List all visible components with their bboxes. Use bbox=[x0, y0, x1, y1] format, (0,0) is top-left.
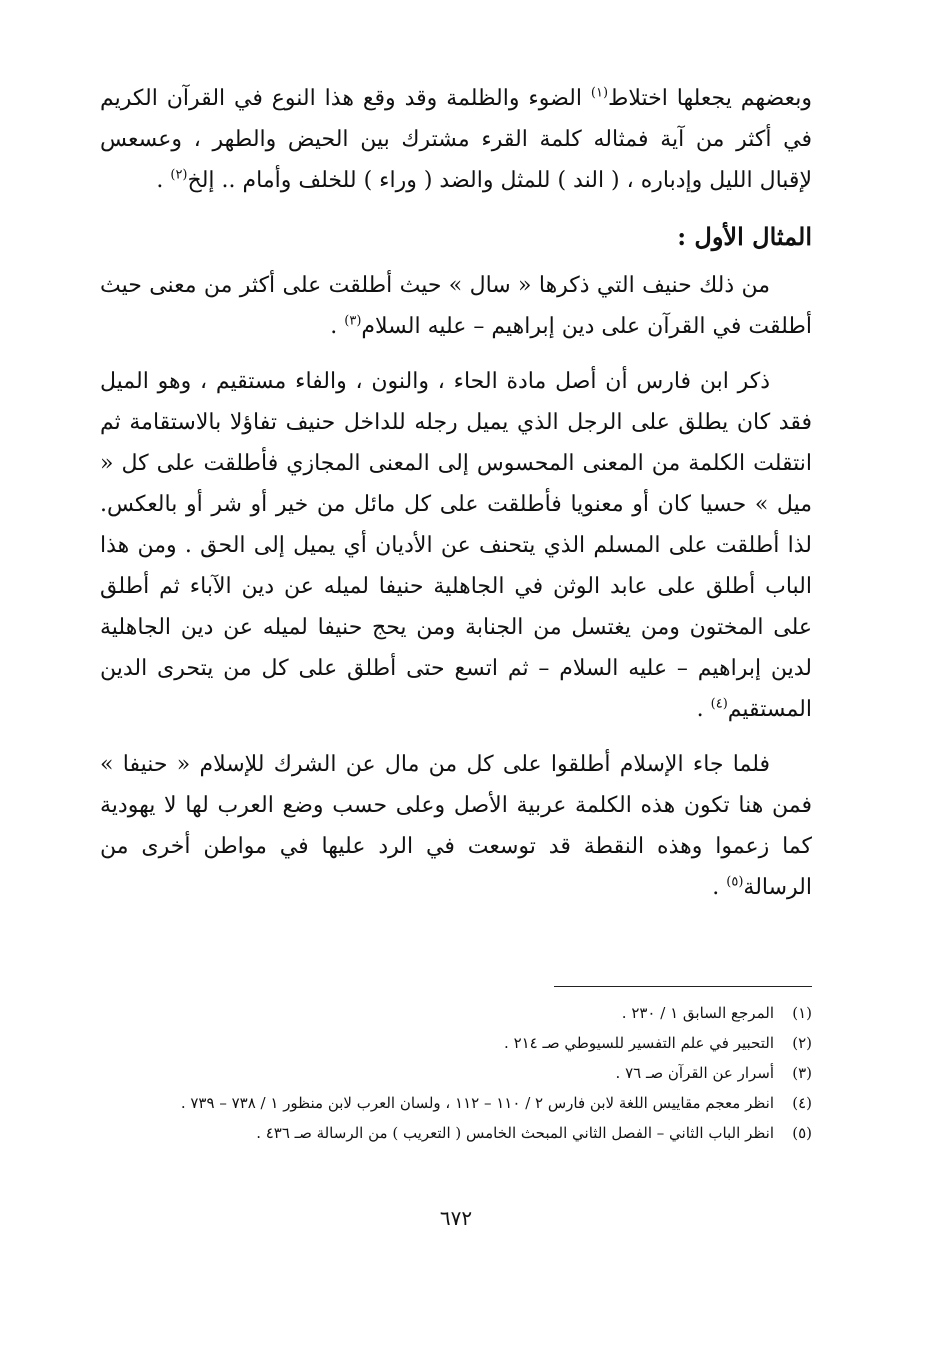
intro-text-2: الضوء والظلمة وقد وقع هذا النوع في القرآن الكريم في أكثر من آية فمثاله كلمة القرء مشترك بين الحيض والطهر ، وعسعس لإقبال الليل وإدباره ، ( الند ) للمثل والضد ( وراء ) للخلف وأمام .. إلخ bbox=[100, 86, 812, 193]
footnote-item bbox=[100, 1028, 812, 1058]
footnote-item bbox=[100, 1088, 812, 1118]
paragraph-3 bbox=[100, 744, 812, 908]
footnote-item bbox=[100, 998, 812, 1028]
intro-paragraph bbox=[100, 78, 812, 201]
intro-text-3: . bbox=[156, 168, 171, 193]
paragraph-2-end: . bbox=[696, 697, 711, 722]
footnote-number: (٢) bbox=[792, 1034, 812, 1052]
footnote-ref-3[interactable]: (٣) bbox=[344, 313, 362, 329]
paragraph-1-end: . bbox=[330, 314, 345, 339]
paragraph-3-end: . bbox=[712, 875, 727, 900]
footnotes-list bbox=[100, 998, 812, 1148]
footnote-number: (٥) bbox=[792, 1124, 812, 1142]
footnote-text: انظر معجم مقاييس اللغة لابن فارس ٢ / ١١٠ – ١١٢ ، ولسان العرب لابن منظور ١ / ٧٣٨ – ٧٣٩ . bbox=[180, 1094, 774, 1112]
section-heading: المثال الأول : bbox=[677, 222, 812, 251]
footnote-item bbox=[100, 1118, 812, 1148]
footnote-number: (١) bbox=[792, 1004, 812, 1022]
paragraph-2 bbox=[100, 361, 812, 730]
footnote-ref-4[interactable]: (٤) bbox=[710, 696, 728, 712]
footnote-text: التحبير في علم التفسير للسيوطي صـ ٢١٤ . bbox=[504, 1034, 774, 1052]
paragraph-1-text: من ذلك حنيف التي ذكرها « سال » حيث أطلقت على أكثر من معنى حيث أطلقت في القرآن على دين إبراهيم – عليه السلام bbox=[100, 273, 812, 339]
paragraph-2-text: ذكر ابن فارس أن أصل مادة الحاء ، والنون ، والفاء مستقيم ، وهو الميل فقد كان يطلق على الرجل الذي يميل رجله للداخل حنيف تفاؤلا بالاستقامة ثم انتقلت الكلمة من المعنى المحسوس إلى المعنى المجازي فأطلقت على كل « ميل » حسيا كان أو معنويا فأطلقت على كل مائل من خير أو شر أو بالعكس. لذا أطلقت على المسلم الذي يتحنف عن الأديان أي يميل إلى الحق . ومن هذا الباب أطلق على عابد الوثن في الجاهلية حنيفا لميله عن دين الآباء ثم أطلق على المختون ومن يغتسل من الجنابة ومن يحج حنيفا لميله عن دين الجاهلية لدين إبراهيم – عليه السلام – ثم اتسع حتى أطلق على كل من يتحرى الدين المستقيم bbox=[100, 369, 812, 722]
footnote-ref-5[interactable]: (٥) bbox=[726, 874, 744, 890]
footnote-item bbox=[100, 1058, 812, 1088]
footnote-ref-1[interactable]: (١) bbox=[590, 85, 609, 101]
intro-text-1: وبعضهم يجعلها اختلاط bbox=[608, 86, 812, 111]
paragraph-3-text: فلما جاء الإسلام أطلقوا على كل من مال عن الشرك للإسلام « حنيفا » فمن هنا تكون هذه الكلمة عربية الأصل وعلى حسب وضع العرب لها لا يهودية كما زعموا وهذه النقطة قد توسعت في الرد عليها في مواطن أخرى من الرسالة bbox=[100, 752, 812, 900]
footnote-ref-2[interactable]: (٢) bbox=[170, 167, 188, 183]
footnote-number: (٣) bbox=[792, 1064, 812, 1082]
footnote-number: (٤) bbox=[792, 1094, 812, 1112]
footnote-text: المرجع السابق ١ / ٢٣٠ . bbox=[621, 1004, 774, 1022]
footnote-text: انظر الباب الثاني – الفصل الثاني المبحث الخامس ( التعريب ) من الرسالة صـ ٤٣٦ . bbox=[256, 1124, 774, 1142]
footnote-divider bbox=[554, 986, 812, 987]
page-number: ٦٧٢ bbox=[439, 1206, 473, 1230]
footnote-text: أسرار عن القرآن صـ ٧٦ . bbox=[615, 1064, 774, 1082]
document-page bbox=[100, 78, 812, 1258]
paragraph-1 bbox=[100, 265, 812, 347]
